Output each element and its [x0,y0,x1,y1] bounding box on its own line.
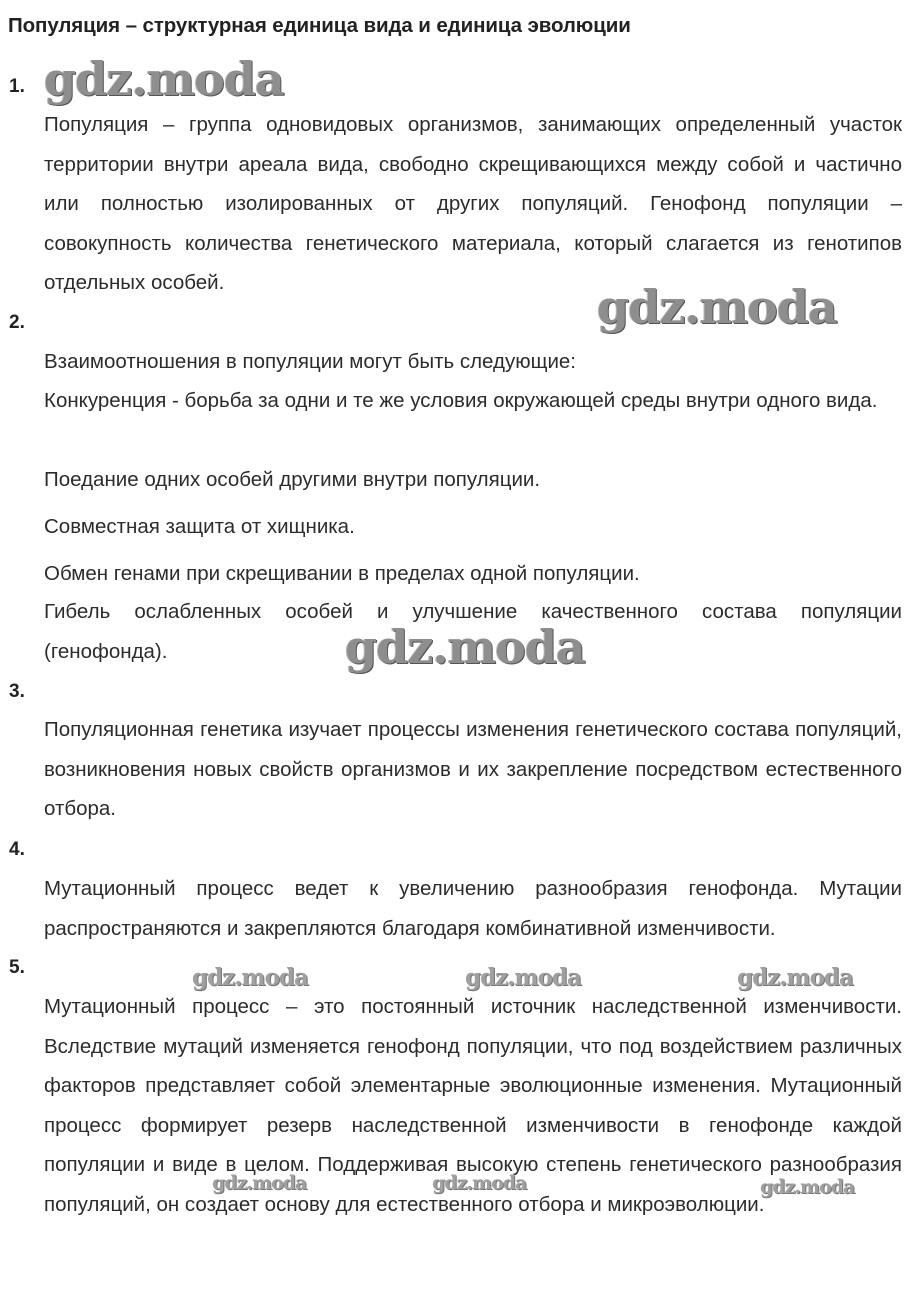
item-number-2: 2. [9,312,25,333]
watermark-logo: gdz.moda [345,620,585,674]
section-3-text: Популяционная генетика изучает процессы изменения генетического состава популяций, возникновения новых свойств организмов и их закрепление посредством естественного отбора. [44,718,902,820]
watermark-logo: gdz.moda [192,964,308,991]
watermark-logo: gdz.moda [212,1172,307,1194]
page-title: Популяция – структурная единица вида и единица эволюции [8,14,631,37]
section-5-text: Мутационный процесс – это постоянный источник наследственной изменчивости. Вследствие мутаций изменяется генофонд популяции, что под воздействием различных факторов представляет собой элементарные эволюционные изменения. Мутационный процесс формирует резерв наследственной изменчивости в генофонде каждой популяции и виде в целом. Поддерживая высокую степень генетического разнообразия популяций, он создает основу для естественного отбора и микроэволюции. [44,995,902,1216]
section-4-text: Мутационный процесс ведет к увеличению разнообразия генофонда. Мутации распространяются и закрепляются благодаря комбинативной изменчивости. [44,877,902,940]
item-number-1: 1. [9,76,25,97]
watermark-logo: gdz.moda [432,1172,527,1194]
item-number-3: 3. [9,681,25,702]
section-1-text: Популяция – группа одновидовых организмов, занимающих определенный участок территории внутри ареала вида, свободно скрещивающихся между собой и частично или полностью изолированных от других популяций. Генофонд популяции – совокупность количества генетического материала, который слагается из генотипов отдельных особей. [44,113,902,294]
watermark-logo: gdz.moda [465,964,581,991]
item-number-4: 4. [9,839,25,860]
section-2-exchange: Обмен генами при скрещивании в пределах одной популяции. [44,562,640,585]
watermark-logo: gdz.moda [597,280,837,334]
section-2-defense: Совместная защита от хищника. [44,515,355,538]
section-2-death: Гибель ослабленных особей и улучшение качественного состава популяции (генофонда). [44,600,902,663]
section-2-competition: Конкуренция - борьба за одни и те же условия окружающей среды внутри одного вида. [44,389,878,412]
watermark-logo: gdz.moda [44,52,284,106]
section-2-intro: Взаимоотношения в популяции могут быть следующие: [44,350,576,373]
item-number-5: 5. [9,957,25,978]
section-2-eating: Поедание одних особей другими внутри популяции. [44,468,541,491]
watermark-logo: gdz.moda [737,964,853,991]
watermark-logo: gdz.moda [760,1176,855,1198]
